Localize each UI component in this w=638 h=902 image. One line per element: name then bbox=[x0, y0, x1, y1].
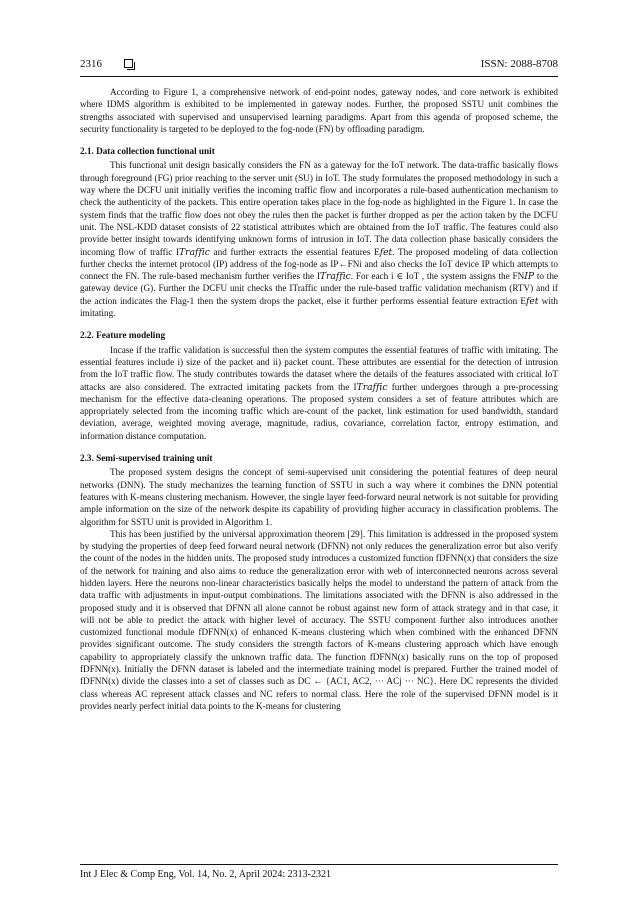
section-2-1-paragraph: This functional unit design basically considers the FN as a gateway for the IoT network. The data-traffic basically flows through foreground (FG) prior reaching to the server unit (SU) in IoT. The study formulates the proposed methodology in such a way where the DCFU unit initially verifies the incoming traffic flow and incorporates a rule-based authentication mechanism to check the authenticity of the packets. This entire operation takes place in the fog-node as highlighted in the Figure 1. In case the system finds that the traffic flow does not obey the rules then the packet is further dropped as per the action taken by the DCFU unit. The NSL-KDD dataset consists of 22 statistical attributes which are obtained from the IoT traffic. The features could also provide better insight towards identifying unknown forms of intrusion in IoT. The data collection phase basically considers the incoming flow of traffic I𝑇𝑟𝑎𝑓𝑓𝑖𝑐 and further extracts the essential features E𝑓𝑒𝑡. The proposed modeling of data collection further checks the internet protocol (IP) address of the fog-node as IP←FNi and also checks the IoT device IP which attempts to connect the FN. The rule-based mechanism further verifies the I𝑇𝑟𝑎𝑓𝑓𝑖𝑐. For each i ∈ IoT , the system assigns the FN𝐼𝑃 to the gateway device (G). Further the DCFU unit checks the ITraffic under the rule-based traffic validation mechanism (RTV) and if the action indicates the Flag-1 then the system drops the packet, else it further performs essential feature extraction E𝑓𝑒𝑡 with imitating. bbox=[80, 160, 558, 319]
section-2-3-paragraph-1: The proposed system designs the concept of semi-supervised unit considering the potential features of deep neural networks (DNN). The study mechanizes the learning function of SSTU in such a way where it combines the DNN potential features with K-means clustering mechanism. However, the single layer feed-forward neural network is not suitable for providing ample information on the size of the network despite its capability of providing higher accuracy in classification problems. The algorithm for SSTU unit is provided in Algorithm 1. bbox=[80, 467, 558, 527]
section-2-2-paragraph: Incase if the traffic validation is successful then the system computes the essential features of traffic with imitating. The essential features include i) size of the packet and ii) packet count. These attributes are essential for the detection of intrusion from the IoT traffic flow. The study contributes towards the dataset where the details of the features associated with critical IoT attacks are also considered. The extracted imitating packets from the I𝑇𝑟𝑎𝑓𝑓𝑖𝑐 further undergoes through a pre-processing mechanism for the effective data-cleaning operations. The proposed system considers a set of feature attributes which are appropriately selected from the incoming traffic which are-count of the packet, link estimation for used bandwidth, standard deviation, average, weighted moving average, magnitude, radius, covariance, correlation factor, entropy estimation, and information distance computation. bbox=[80, 344, 558, 441]
footer-rule bbox=[80, 864, 558, 865]
main-text bbox=[80, 86, 558, 712]
checkbox-square-icon bbox=[124, 59, 133, 68]
section-heading-2-1: 2.1. Data collection functional unit bbox=[80, 146, 215, 157]
section-2-3-paragraph-2: This has been justified by the universal approximation theorem [29]. This limitation is addressed in the proposed system by studying the properties of deep feed forward neural network (DFNN) not only reduces the generalization error but also verify the count of the nodes in the hidden units. The proposed study introduces a customized function fDFNN(x) that considers the size of the network for training and also aims to reduce the generalization error with web of interconnected neurons across several hidden layers. Here the neurons non-linear characteristics basically helps the model to understand the pattern of attack from the data traffic with adjustments in input-output combinations. The limitations associated with the DFNN is also addressed in the proposed study and it is observed that DFNN all alone cannot be robust against new form of attack strategy and in that case, it will not be able to predict the attack with higher level of accuracy. The SSTU component further also introduces another customized functional module fDFNN(x) of enhanced K-means clustering which when combined with the enhanced DFNN provides significant outcome. The study considers the strength factors of K-means clustering approach which have enough capability to appropriately classify the unknown traffic data. The function fDFNN(x) basically runs on the top of proposed fDFNN(x). Initially the DFNN dataset is labeled and the intermediate training model is prepared. Further the trained model of fDFNN(x) divide the classes into a set of classes such as DC ← {AC1, AC2, ··· ACj ··· NC}. Here DC represents the divided class whereas AC represent attack classes and NC refers to normal class. Here the role of the supervised DFNN model is it provides nearly perfect initial data points to the K-means for clustering bbox=[80, 528, 558, 711]
header-rule bbox=[80, 76, 558, 77]
section-heading-2-2: 2.2. Feature modeling bbox=[80, 330, 166, 341]
page-number: 2316 bbox=[80, 58, 102, 70]
issn-label: ISSN: 2088-8708 bbox=[480, 58, 558, 70]
journal-citation: Int J Elec & Comp Eng, Vol. 14, No. 2, April 2024: 2313-2321 bbox=[80, 869, 332, 880]
intro-paragraph: According to Figure 1, a comprehensive network of end-point nodes, gateway nodes, and core network is exhibited where IDMS algorithm is exhibited to be implemented in gateway nodes. Further, the proposed SSTU unit combines the strengths associated with supervised and unsupervised learning paradigms. Apart from this agenda of proposed scheme, the security functionality is targeted to be deployed to the fog-node (FN) by offloading paradigm. bbox=[80, 87, 558, 134]
section-heading-2-3: 2.3. Semi-supervised training unit bbox=[80, 453, 213, 464]
running-header bbox=[80, 58, 558, 76]
